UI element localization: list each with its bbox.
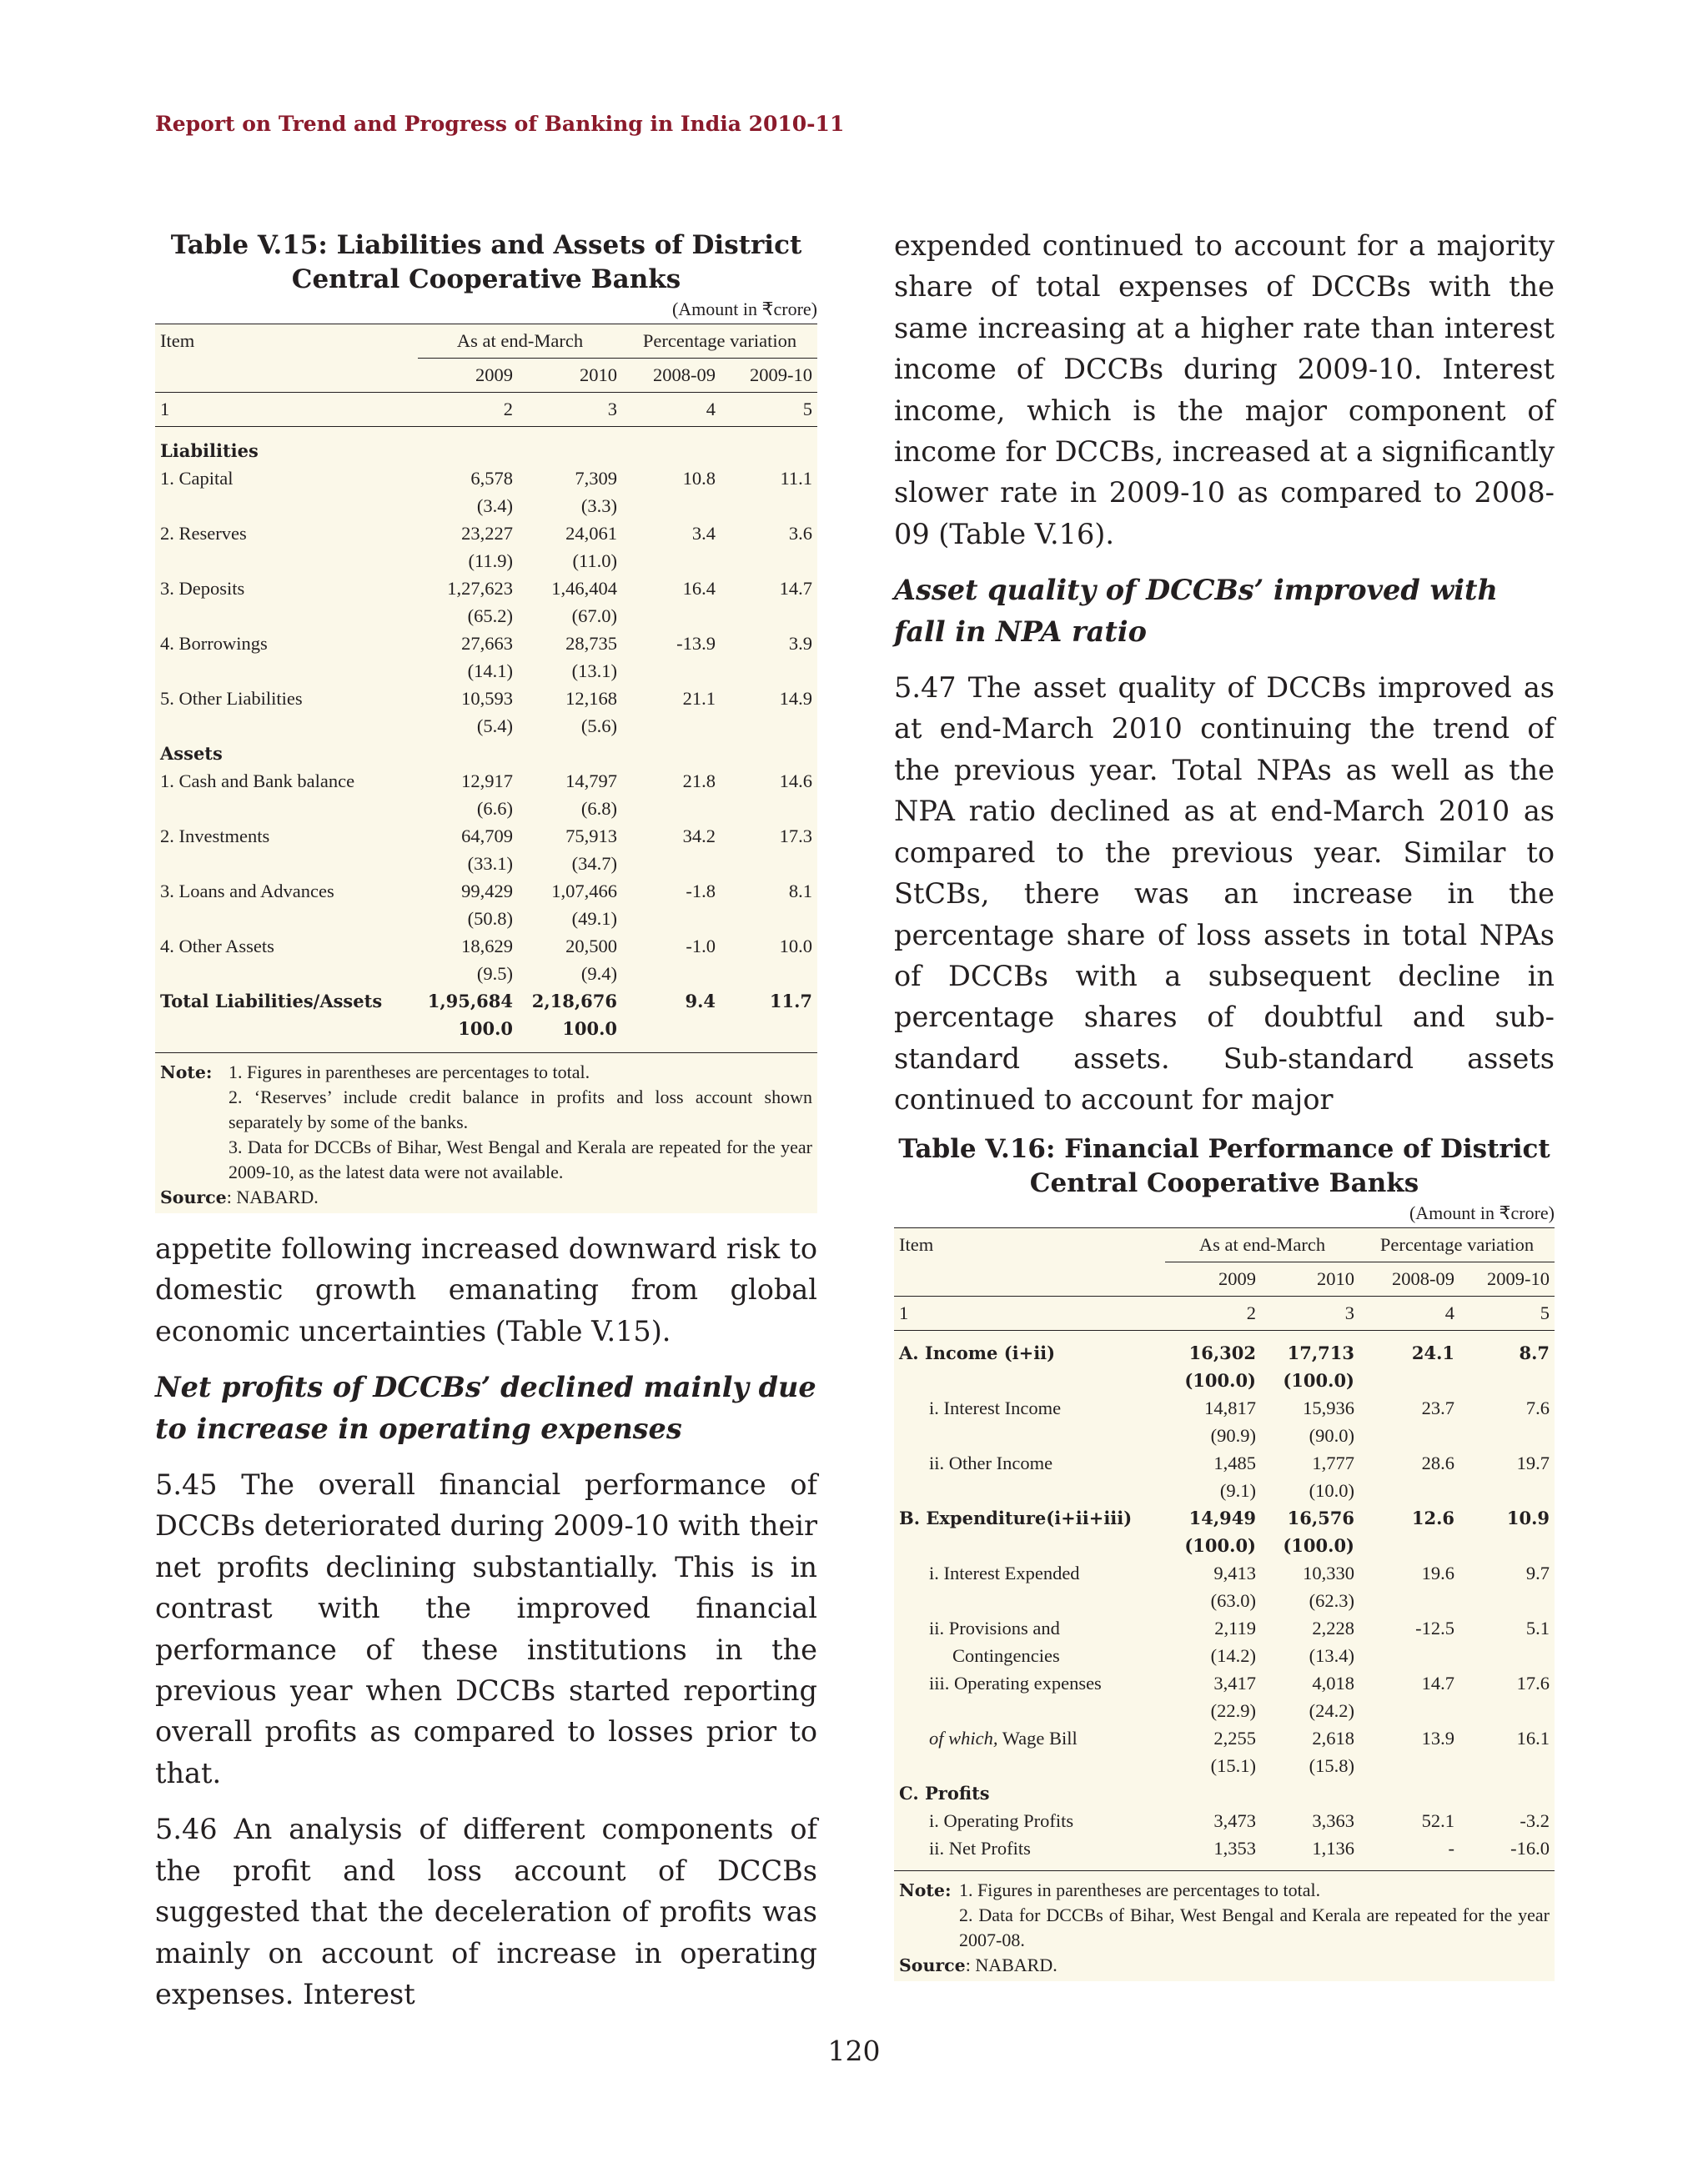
page-number: 120 bbox=[827, 2035, 881, 2067]
note-label: Note: bbox=[899, 1879, 952, 1900]
right-column bbox=[894, 228, 1555, 1981]
table-row-share: (6.6) (6.8) bbox=[476, 798, 617, 819]
header-item: Item bbox=[155, 324, 418, 393]
header-2010: 2010 bbox=[1317, 1267, 1354, 1289]
table-row-share: (90.9) (90.0) bbox=[1210, 1424, 1354, 1446]
header-2009-10: 2009-10 bbox=[1487, 1267, 1550, 1289]
table-row-share: (15.1) (15.8) bbox=[1210, 1754, 1354, 1776]
table-total-row: Total Liabilities/Assets 1,95,684 2,18,676 9.4 11.7 bbox=[160, 991, 812, 1011]
para-5-47: 5.47 The asset quality of DCCBs improved as at end-March 2010 continuing the trend of the previous year. Total NPAs as well as the NPA ratio declined as at end-March 2010 as compared to the previous year. Similar to StCBs, there was an increase in the percentage share of loss assets in total NPAs of DCCBs with a subsequent decline in percentage shares of doubtful and sub-standard assets. Sub-standard assets continued to account for major bbox=[894, 671, 1555, 1117]
table-v15-title-line2: Central Cooperative Banks bbox=[291, 264, 681, 294]
note-item: 2. Data for DCCBs of Bihar, West Bengal and Kerala are repeated for the year 2007-08. bbox=[959, 1904, 1550, 1950]
note-item: 3. Data for DCCBs of Bihar, West Bengal and Kerala are repeated for the year 2009-10, as the latest data were not available. bbox=[229, 1137, 812, 1182]
header-group-variation: Percentage variation bbox=[1359, 1227, 1555, 1262]
table-row: 5. Other Liabilities 10,593 12,168 21.1 14.9 bbox=[160, 688, 812, 709]
left-column bbox=[155, 228, 817, 2015]
note-label: Note: bbox=[160, 1062, 213, 1082]
table-v15-notes bbox=[155, 1052, 817, 1213]
table-row: 3. Deposits 1,27,623 1,46,404 16.4 14.7 bbox=[160, 578, 812, 599]
table-row-share: (9.1) (10.0) bbox=[1219, 1479, 1354, 1501]
table-row-income: A. Income (i+ii) 16,302 17,713 24.1 8.7 bbox=[899, 1342, 1550, 1363]
section-label: Assets bbox=[160, 743, 223, 764]
table-row: 2. Investments 64,709 75,913 34.2 17.3 bbox=[160, 826, 812, 846]
table-row: 3. Loans and Advances 99,429 1,07,466 -1.8 8.1 bbox=[160, 881, 812, 901]
table-row: i. Interest Income 14,817 15,936 23.7 7.6 bbox=[929, 1397, 1550, 1418]
table-row-share: (3.4) (3.3) bbox=[476, 495, 617, 516]
colnum-1: 1 bbox=[155, 393, 418, 427]
table-row: iii. Operating expenses 3,417 4,018 14.7 17.6 bbox=[929, 1672, 1550, 1694]
table-row-share: (100.0) (100.0) bbox=[1184, 1369, 1354, 1391]
table-v16-grid bbox=[894, 1227, 1555, 1870]
table-row: 4. Other Assets 18,629 20,500 -1.0 10.0 bbox=[160, 936, 812, 956]
table-v15-source: Source: NABARD. bbox=[160, 1187, 319, 1207]
table-row: ii. Other Income 1,485 1,777 28.6 19.7 bbox=[929, 1452, 1550, 1473]
table-v16-title-line2: Central Cooperative Banks bbox=[1029, 1167, 1419, 1198]
colnum-3: 3 bbox=[1261, 1296, 1359, 1330]
table-row: of which, Wage Bill 2,255 2,618 13.9 16.1 bbox=[929, 1727, 1550, 1749]
table-row-expenditure: B. Expenditure(i+ii+iii) 14,949 16,576 12.6 10.9 bbox=[899, 1507, 1550, 1528]
header-item: Item bbox=[894, 1227, 1165, 1296]
table-row: 1. Capital 6,578 7,309 10.8 11.1 bbox=[160, 468, 812, 489]
section-label: Liabilities bbox=[160, 440, 259, 461]
table-v15-unit: (Amount in ₹crore) bbox=[671, 299, 817, 319]
table-v15-title bbox=[155, 228, 817, 297]
table-v16-source: Source: NABARD. bbox=[899, 1954, 1057, 1975]
table-v16-unit: (Amount in ₹crore) bbox=[1409, 1202, 1555, 1223]
left-para-top: appetite following increased downward risk to domestic growth emanating from global economic uncertainties (Table V.15). bbox=[155, 1232, 817, 1347]
para-5-45: 5.45 The overall financial performance of DCCBs deteriorated during 2009-10 with their net profits declining substantially. This is in contrast with the improved financial performance of these institutions in the previous year when DCCBs started reporting overall profits as compared to losses prior to that. bbox=[155, 1468, 817, 1789]
table-row-share: (11.9) (11.0) bbox=[468, 550, 617, 571]
note-item: 2. ‘Reserves’ include credit balance in profits and loss account shown separately by some of the banks. bbox=[229, 1086, 812, 1132]
table-row-share: (14.1) (13.1) bbox=[467, 660, 617, 681]
table-v15-title-line1: Table V.15: Liabilities and Assets of District bbox=[170, 230, 802, 260]
left-heading: Net profits of DCCBs’ declined mainly due to increase in operating expenses bbox=[155, 1371, 816, 1445]
table-v15 bbox=[155, 228, 817, 1213]
header-2008-09: 2008-09 bbox=[653, 364, 716, 385]
table-row: ii. Provisions and 2,119 2,228 -12.5 5.1 bbox=[929, 1617, 1550, 1639]
table-v15-grid bbox=[155, 324, 817, 1052]
colnum-2: 2 bbox=[1165, 1296, 1261, 1330]
table-row-share: (5.4) (5.6) bbox=[476, 715, 617, 736]
note-item: 1. Figures in parentheses are percentages to total. bbox=[229, 1061, 590, 1082]
table-total-share-row: 100.0 100.0 bbox=[458, 1018, 617, 1039]
table-row-share: Contingencies (14.2) (13.4) bbox=[952, 1644, 1354, 1666]
table-row: ii. Net Profits 1,353 1,136 - -16.0 bbox=[929, 1837, 1550, 1859]
table-row: 1. Cash and Bank balance 12,917 14,797 21.8 14.6 bbox=[160, 770, 812, 791]
colnum-5: 5 bbox=[1459, 1296, 1555, 1330]
table-row: i. Interest Expended 9,413 10,330 19.6 9.7 bbox=[929, 1562, 1550, 1583]
table-row: 4. Borrowings 27,663 28,735 -13.9 3.9 bbox=[160, 633, 812, 654]
table-v16-title-line1: Table V.16: Financial Performance of District bbox=[898, 1133, 1550, 1164]
table-row-share: (65.2) (67.0) bbox=[467, 605, 617, 626]
table-row-share: (9.5) (9.4) bbox=[476, 963, 617, 984]
note-item: 1. Figures in parentheses are percentages to total. bbox=[959, 1879, 1321, 1900]
table-header-row bbox=[894, 1227, 1555, 1262]
table-v16-title bbox=[894, 1132, 1555, 1201]
section-label: C. Profits bbox=[899, 1782, 990, 1804]
table-v16 bbox=[894, 1132, 1555, 1981]
colnum-2: 2 bbox=[418, 393, 518, 427]
para-5-46: 5.46 An analysis of different components of the profit and loss account of DCCBs suggested that the deceleration of profits was mainly on account of increase in operating expenses. Interest bbox=[155, 1813, 817, 2010]
table-v15-box bbox=[155, 324, 817, 1213]
colnum-1: 1 bbox=[894, 1296, 1165, 1330]
table-row-share: (33.1) (34.7) bbox=[467, 853, 617, 874]
table-v16-notes bbox=[894, 1870, 1555, 1981]
table-row: i. Operating Profits 3,473 3,363 52.1 -3.2 bbox=[929, 1809, 1550, 1831]
table-v16-box bbox=[894, 1227, 1555, 1981]
table-row: 2. Reserves 23,227 24,061 3.4 3.6 bbox=[160, 523, 812, 544]
table-row-share: (63.0) (62.3) bbox=[1210, 1589, 1354, 1611]
header-group-end-march: As at end-March bbox=[1165, 1227, 1359, 1262]
right-heading: Asset quality of DCCBs’ improved with fall in NPA ratio bbox=[894, 574, 1498, 648]
colnum-4: 4 bbox=[1359, 1296, 1459, 1330]
table-row-share: (100.0) (100.0) bbox=[1184, 1534, 1354, 1556]
right-para-top: expended continued to account for a majority share of total expenses of DCCBs with the same increasing at a higher rate than interest income of DCCBs during 2009-10. Interest income, which is the major component of income for DCCBs, increased at a significantly slower rate in 2009-10 as compared to 2008-09 (Table V.16). bbox=[894, 229, 1555, 550]
table-header-row bbox=[155, 324, 817, 359]
header-group-variation: Percentage variation bbox=[622, 324, 817, 359]
header-2009-10: 2009-10 bbox=[750, 364, 812, 385]
column-number-row bbox=[894, 1296, 1555, 1330]
header-2010: 2010 bbox=[580, 364, 617, 385]
table-row-share: (50.8) (49.1) bbox=[467, 908, 617, 929]
header-2008-09: 2008-09 bbox=[1392, 1267, 1454, 1289]
header-2009: 2009 bbox=[475, 364, 513, 385]
header-2009: 2009 bbox=[1218, 1267, 1256, 1289]
colnum-5: 5 bbox=[721, 393, 817, 427]
colnum-3: 3 bbox=[518, 393, 622, 427]
column-number-row bbox=[155, 393, 817, 427]
running-head: Report on Trend and Progress of Banking in India 2010-11 bbox=[155, 112, 845, 136]
table-row-share: (22.9) (24.2) bbox=[1210, 1699, 1354, 1721]
header-group-end-march: As at end-March bbox=[418, 324, 622, 359]
colnum-4: 4 bbox=[622, 393, 721, 427]
